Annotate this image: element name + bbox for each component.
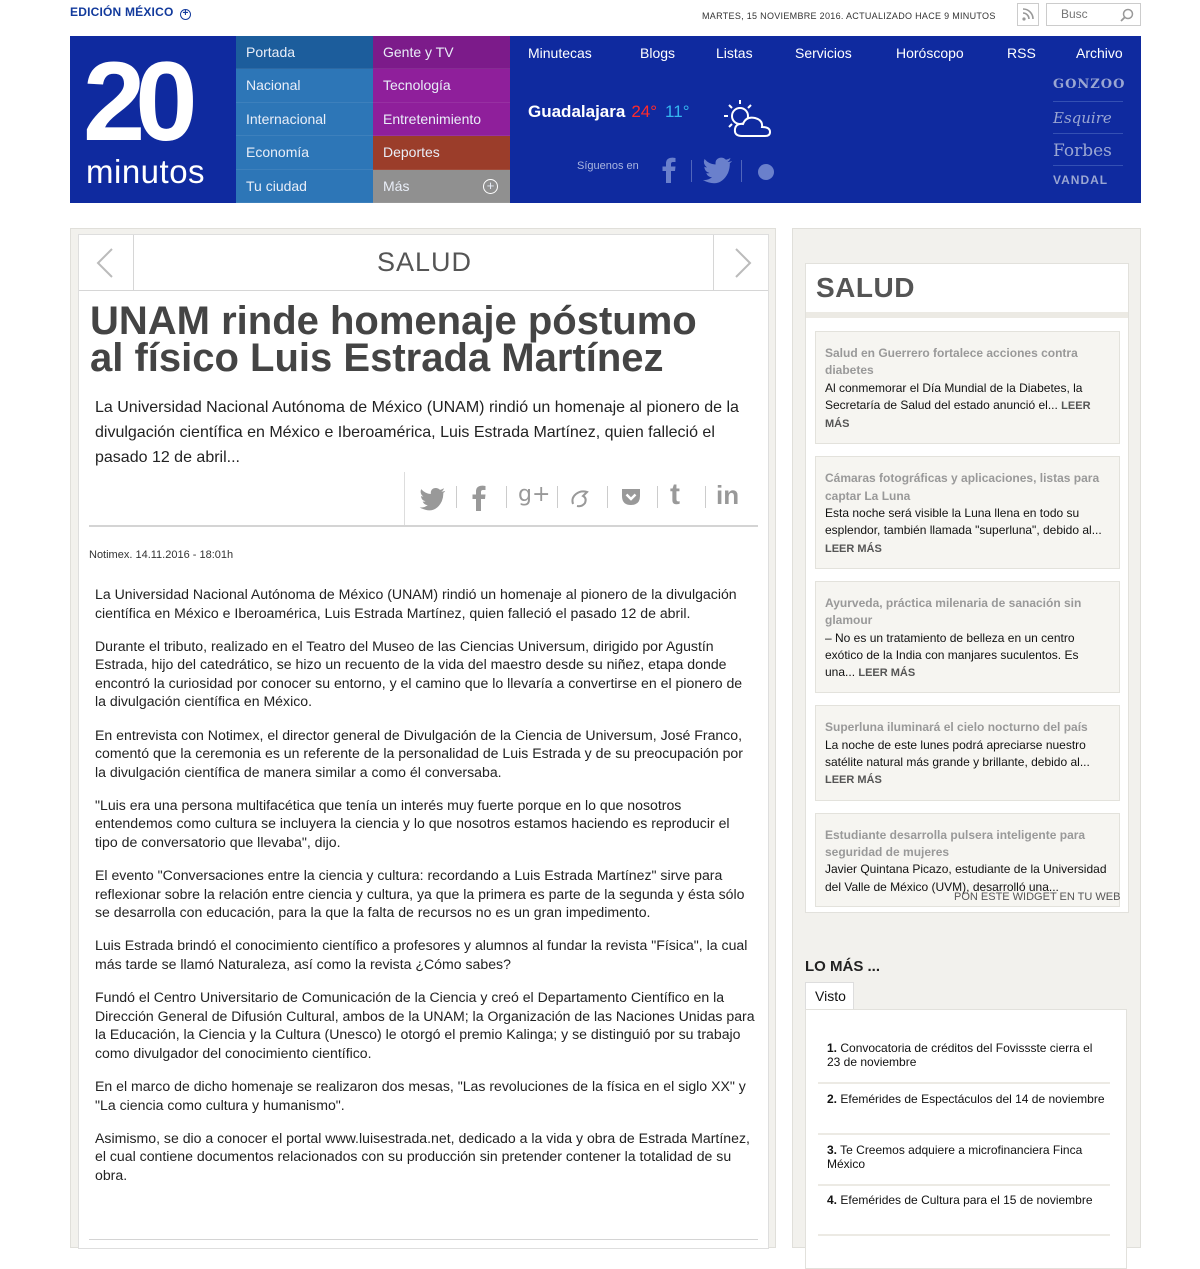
share-divider	[557, 486, 558, 508]
weather-high: 24°	[631, 102, 658, 121]
nav-minutecas[interactable]: Minutecas	[528, 45, 592, 61]
share-divider	[705, 486, 706, 508]
edition-label: EDICIÓN	[70, 5, 122, 19]
nav-nacional[interactable]: Nacional	[236, 69, 373, 102]
article-headline: UNAM rinde homenaje póstumo al físico Luis Estrada Martínez	[90, 299, 697, 380]
share-meneame-icon[interactable]	[569, 486, 593, 510]
widget-news-text: – No es un tratamiento de belleza en un centro exótico de la India con manjares suculentos. Es una...	[825, 630, 1079, 680]
read-more-link[interactable]: LEER MÁS	[825, 774, 882, 787]
most-viewed-item[interactable]	[827, 1092, 1107, 1106]
twitter-icon[interactable]	[702, 156, 734, 184]
facebook-icon[interactable]	[660, 156, 678, 184]
read-more-link[interactable]: LEER MÁS	[825, 542, 882, 555]
widget-news-item[interactable]	[815, 331, 1120, 444]
item-text: Efemérides de Cultura para el 15 de noviembre	[840, 1193, 1093, 1207]
share-tumblr-icon[interactable]: t	[670, 478, 680, 511]
share-divider	[456, 486, 457, 508]
nav-entretenimiento[interactable]: Entretenimiento	[373, 103, 510, 136]
search-icon[interactable]	[1120, 8, 1134, 22]
nav-column-1	[236, 36, 373, 203]
widget-news-item[interactable]	[815, 705, 1120, 800]
item-text: Te Creemos adquiere a microfinanciera Finca México	[827, 1143, 1083, 1171]
share-twitter-icon[interactable]	[419, 480, 447, 514]
divider	[818, 1184, 1110, 1186]
nav-rss[interactable]: RSS	[1007, 45, 1036, 61]
edition-selector[interactable]	[70, 5, 191, 20]
divider	[818, 1082, 1110, 1084]
share-divider	[607, 486, 608, 508]
item-number: 2.	[827, 1092, 838, 1106]
widget-news-text: Javier Quintana Picazo, estudiante de la Universidad del Valle de México (UVM), desarrolló una...	[825, 862, 1107, 894]
read-more-link[interactable]: LEER MÁS	[825, 399, 1091, 431]
widget-title: SALUD	[816, 272, 915, 303]
brand-esquire[interactable]: Esquire	[1053, 102, 1123, 134]
brand-vandal[interactable]: VANDAL	[1053, 173, 1109, 187]
nav-portada[interactable]: Portada	[236, 36, 373, 69]
nav-blogs[interactable]: Blogs	[640, 45, 676, 61]
article-paragraph: Luis Estrada brindó el conocimiento científico a profesores y alumnos al fundar la revista "Física", la cual más tarde se llamó Naturaleza, así como la revista ¿Cómo sabes?	[95, 937, 748, 972]
section-bar	[79, 235, 768, 291]
search-input[interactable]	[1047, 4, 1115, 24]
divider	[89, 1239, 758, 1240]
nav-archivo[interactable]: Archivo	[1076, 45, 1123, 61]
salud-widget	[805, 263, 1129, 913]
most-viewed-item[interactable]	[827, 1143, 1107, 1171]
partly-cloudy-icon	[720, 98, 780, 142]
share-bar	[404, 472, 757, 525]
nav-tecnologia[interactable]: Tecnología	[373, 69, 510, 102]
divider	[818, 1234, 1110, 1236]
share-googleplus-icon[interactable]: g+	[518, 482, 551, 507]
date-updated: MARTES, 15 NOVIEMBRE 2016. ACTUALIZADO HACE 9 MINUTOS	[702, 11, 996, 21]
widget-news-text: Al conmemorar el Día Mundial de la Diabetes, la Secretaría de Salud del estado anunció el...	[825, 380, 1083, 412]
weather-low: 11°	[665, 102, 690, 121]
nav-internacional[interactable]: Internacional	[236, 103, 373, 136]
rss-icon	[1018, 4, 1038, 24]
plus-circle-icon: +	[483, 179, 498, 194]
section-title[interactable]: SALUD	[376, 247, 473, 277]
item-text: Efemérides de Espectáculos del 14 de noviembre	[840, 1092, 1105, 1106]
share-linkedin-icon[interactable]: in	[716, 480, 740, 510]
nav-servicios[interactable]: Servicios	[795, 45, 852, 61]
most-viewed-list	[805, 1009, 1127, 1269]
item-number: 1.	[827, 1041, 838, 1055]
instagram-icon[interactable]	[757, 163, 775, 181]
widget-news-text: Esta noche será visible la Luna llena en todo su esplendor, también llamada "superluna", debido al...	[825, 506, 1102, 538]
nav-economia[interactable]: Economía	[236, 136, 373, 169]
widget-news-list[interactable]	[815, 331, 1120, 894]
chevron-left-icon	[79, 235, 134, 290]
edition-plus-icon: +	[180, 9, 191, 20]
share-divider	[506, 486, 507, 508]
article-paragraph: La Universidad Nacional Autónoma de México (UNAM) rindió un homenaje al pionero de la divulgación científica en México e Iberoamérica, Luis Estrada Martínez, quien falleció el pasado 12 de abril.	[95, 586, 737, 621]
top-bar	[0, 0, 1200, 34]
most-viewed-item[interactable]	[827, 1193, 1107, 1207]
widget-news-title[interactable]: Estudiante desarrolla pulsera inteligente para seguridad de mujeres	[825, 827, 1086, 859]
item-text: Convocatoria de créditos del Fovissste cierra el 23 de noviembre	[827, 1041, 1093, 1069]
partner-brands	[1053, 70, 1126, 198]
rss-button[interactable]	[1017, 3, 1039, 26]
next-article-button[interactable]	[713, 235, 768, 290]
follow-label: Síguenos en	[577, 160, 639, 172]
nav-gente-tv[interactable]: Gente y TV	[373, 36, 510, 69]
share-pocket-icon[interactable]	[620, 486, 642, 508]
brand-gonzoo[interactable]: GONZOO	[1053, 70, 1123, 102]
article-paragraph: Asimismo, se dio a conocer el portal www.luisestrada.net, dedicado a la vida y obra de Estrada Martínez, el cual contiene documentos relacionados con su producción sin pretender contener la totalidad de su obra.	[95, 1129, 750, 1183]
widget-news-text: La noche de este lunes podrá apreciarse nuestro satélite natural más grande y brillante, debido al...	[825, 737, 1090, 770]
article-body	[95, 585, 755, 1199]
tab-visto[interactable]: Visto	[805, 982, 854, 1010]
item-number: 4.	[827, 1193, 838, 1207]
logo-number: 20	[83, 39, 188, 164]
article-paragraph: En entrevista con Notimex, el director general de Divulgación de la Ciencia de Universum, José Franco, comentó que la ceremonia es un referente de la personalidad de Luis Estrada y de su preocupación por la divulgación científica de manera similar a como él conversaba.	[95, 726, 743, 780]
nav-horoscopo[interactable]: Horóscopo	[896, 45, 964, 61]
widget-news-item[interactable]	[815, 456, 1120, 568]
search-box	[1046, 3, 1141, 26]
nav-column-2	[373, 36, 510, 203]
article-paragraph: Durante el tributo, realizado en el Teatro del Museo de las Ciencias Universum, dirigido por Agustín Estrada, hijo del catedrático, se hizo un recuento de la vida del maestro desde su niñez, etapa donde encontró la curiosidad por conocer su entorno, y el camino que lo llevaría a convertirse en el pionero de la divulgación científica en México.	[95, 637, 743, 710]
article-byline: Notimex. 14.11.2016 - 18:01h	[89, 549, 234, 561]
article-card	[78, 234, 769, 1249]
widget-news-item[interactable]	[815, 581, 1120, 693]
logo[interactable]	[70, 36, 236, 203]
logo-word: minutos	[86, 153, 206, 190]
read-more-link[interactable]: LEER MÁS	[858, 667, 916, 680]
item-number: 3.	[827, 1143, 838, 1157]
social-divider	[691, 160, 692, 182]
widget-embed-link[interactable]: PON ESTE WIDGET EN TU WEB	[954, 891, 1121, 903]
most-viewed-item[interactable]	[827, 1041, 1107, 1069]
article-paragraph: Fundó el Centro Universitario de Comunicación de la Ciencia y creó el Departamento Científico en la Dirección General de Difusión Cultural, ambos de la UNAM; la Organización de las Naciones Unidas para la Educación, la Ciencia y la Cultura (Unesco) le otorgó el premio Kalinga; y se distinguió por su trabajo como divulgador del conocimiento científico.	[95, 989, 755, 1061]
widget-news-title[interactable]: Ayurveda, práctica milenaria de sanación sin glamour	[825, 595, 1082, 628]
edition-country: MÉXICO	[124, 5, 174, 19]
widget-news-title[interactable]: Salud en Guerrero fortalece acciones contra diabetes	[825, 346, 1078, 378]
lo-mas-title: LO MÁS ...	[805, 958, 880, 975]
article-paragraph: En el marco de dicho homenaje se realizaron dos mesas, "Las revoluciones de la física en el siglo XX" y "La ciencia como cultura y humanismo".	[95, 1077, 746, 1113]
nav-deportes[interactable]: Deportes	[373, 136, 510, 169]
weather-city: Guadalajara	[528, 102, 626, 121]
site-header	[70, 36, 1141, 203]
divider	[89, 525, 758, 527]
nav-mas-label: Más	[383, 177, 410, 194]
widget-news-title[interactable]: Superluna iluminará el cielo nocturno del país	[825, 720, 1088, 735]
divider	[806, 312, 1128, 318]
sidebar	[792, 228, 1141, 1248]
nav-mas[interactable]	[373, 170, 510, 203]
widget-news-title[interactable]: Cámaras fotográficas y aplicaciones, listas para captar La Luna	[825, 471, 1100, 503]
article-lead: La Universidad Nacional Autónoma de México (UNAM) rindió un homenaje al pionero de la divulgación científica en México e Iberoamérica, Luis Estrada Martínez, quien falleció el pasado 12 de abril...	[95, 399, 739, 466]
share-divider	[657, 486, 658, 508]
share-facebook-icon[interactable]	[471, 480, 487, 514]
nav-tu-ciudad[interactable]: Tu ciudad	[236, 170, 373, 203]
weather-widget[interactable]	[528, 102, 690, 122]
nav-listas[interactable]: Listas	[716, 45, 753, 61]
social-divider	[741, 160, 742, 182]
article-paragraph: "Luis era una persona multifacética que tenía un interés muy fuerte porque en lo que nosotros entendemos como cultura se incluyera la ciencia y lo que nosotros estamos haciendo es reproducir el tipo de conversatorio que llevaba", dijo.	[95, 796, 730, 851]
chevron-right-icon	[714, 235, 769, 290]
brand-forbes[interactable]: Forbes	[1053, 134, 1123, 166]
article-paragraph: El evento "Conversaciones entre la ciencia y cultura: recordando a Luis Estrada Martínez" sirve para reflexionar sobre la relación entre ciencia y cultura, ya que la primera es parte de la segunda y ésta sólo se desarrolla con educación, para la que la falta de recursos no es un gran impedimento.	[95, 867, 745, 921]
article-container	[70, 228, 776, 1248]
divider	[818, 1133, 1110, 1135]
prev-article-button[interactable]	[79, 235, 134, 290]
